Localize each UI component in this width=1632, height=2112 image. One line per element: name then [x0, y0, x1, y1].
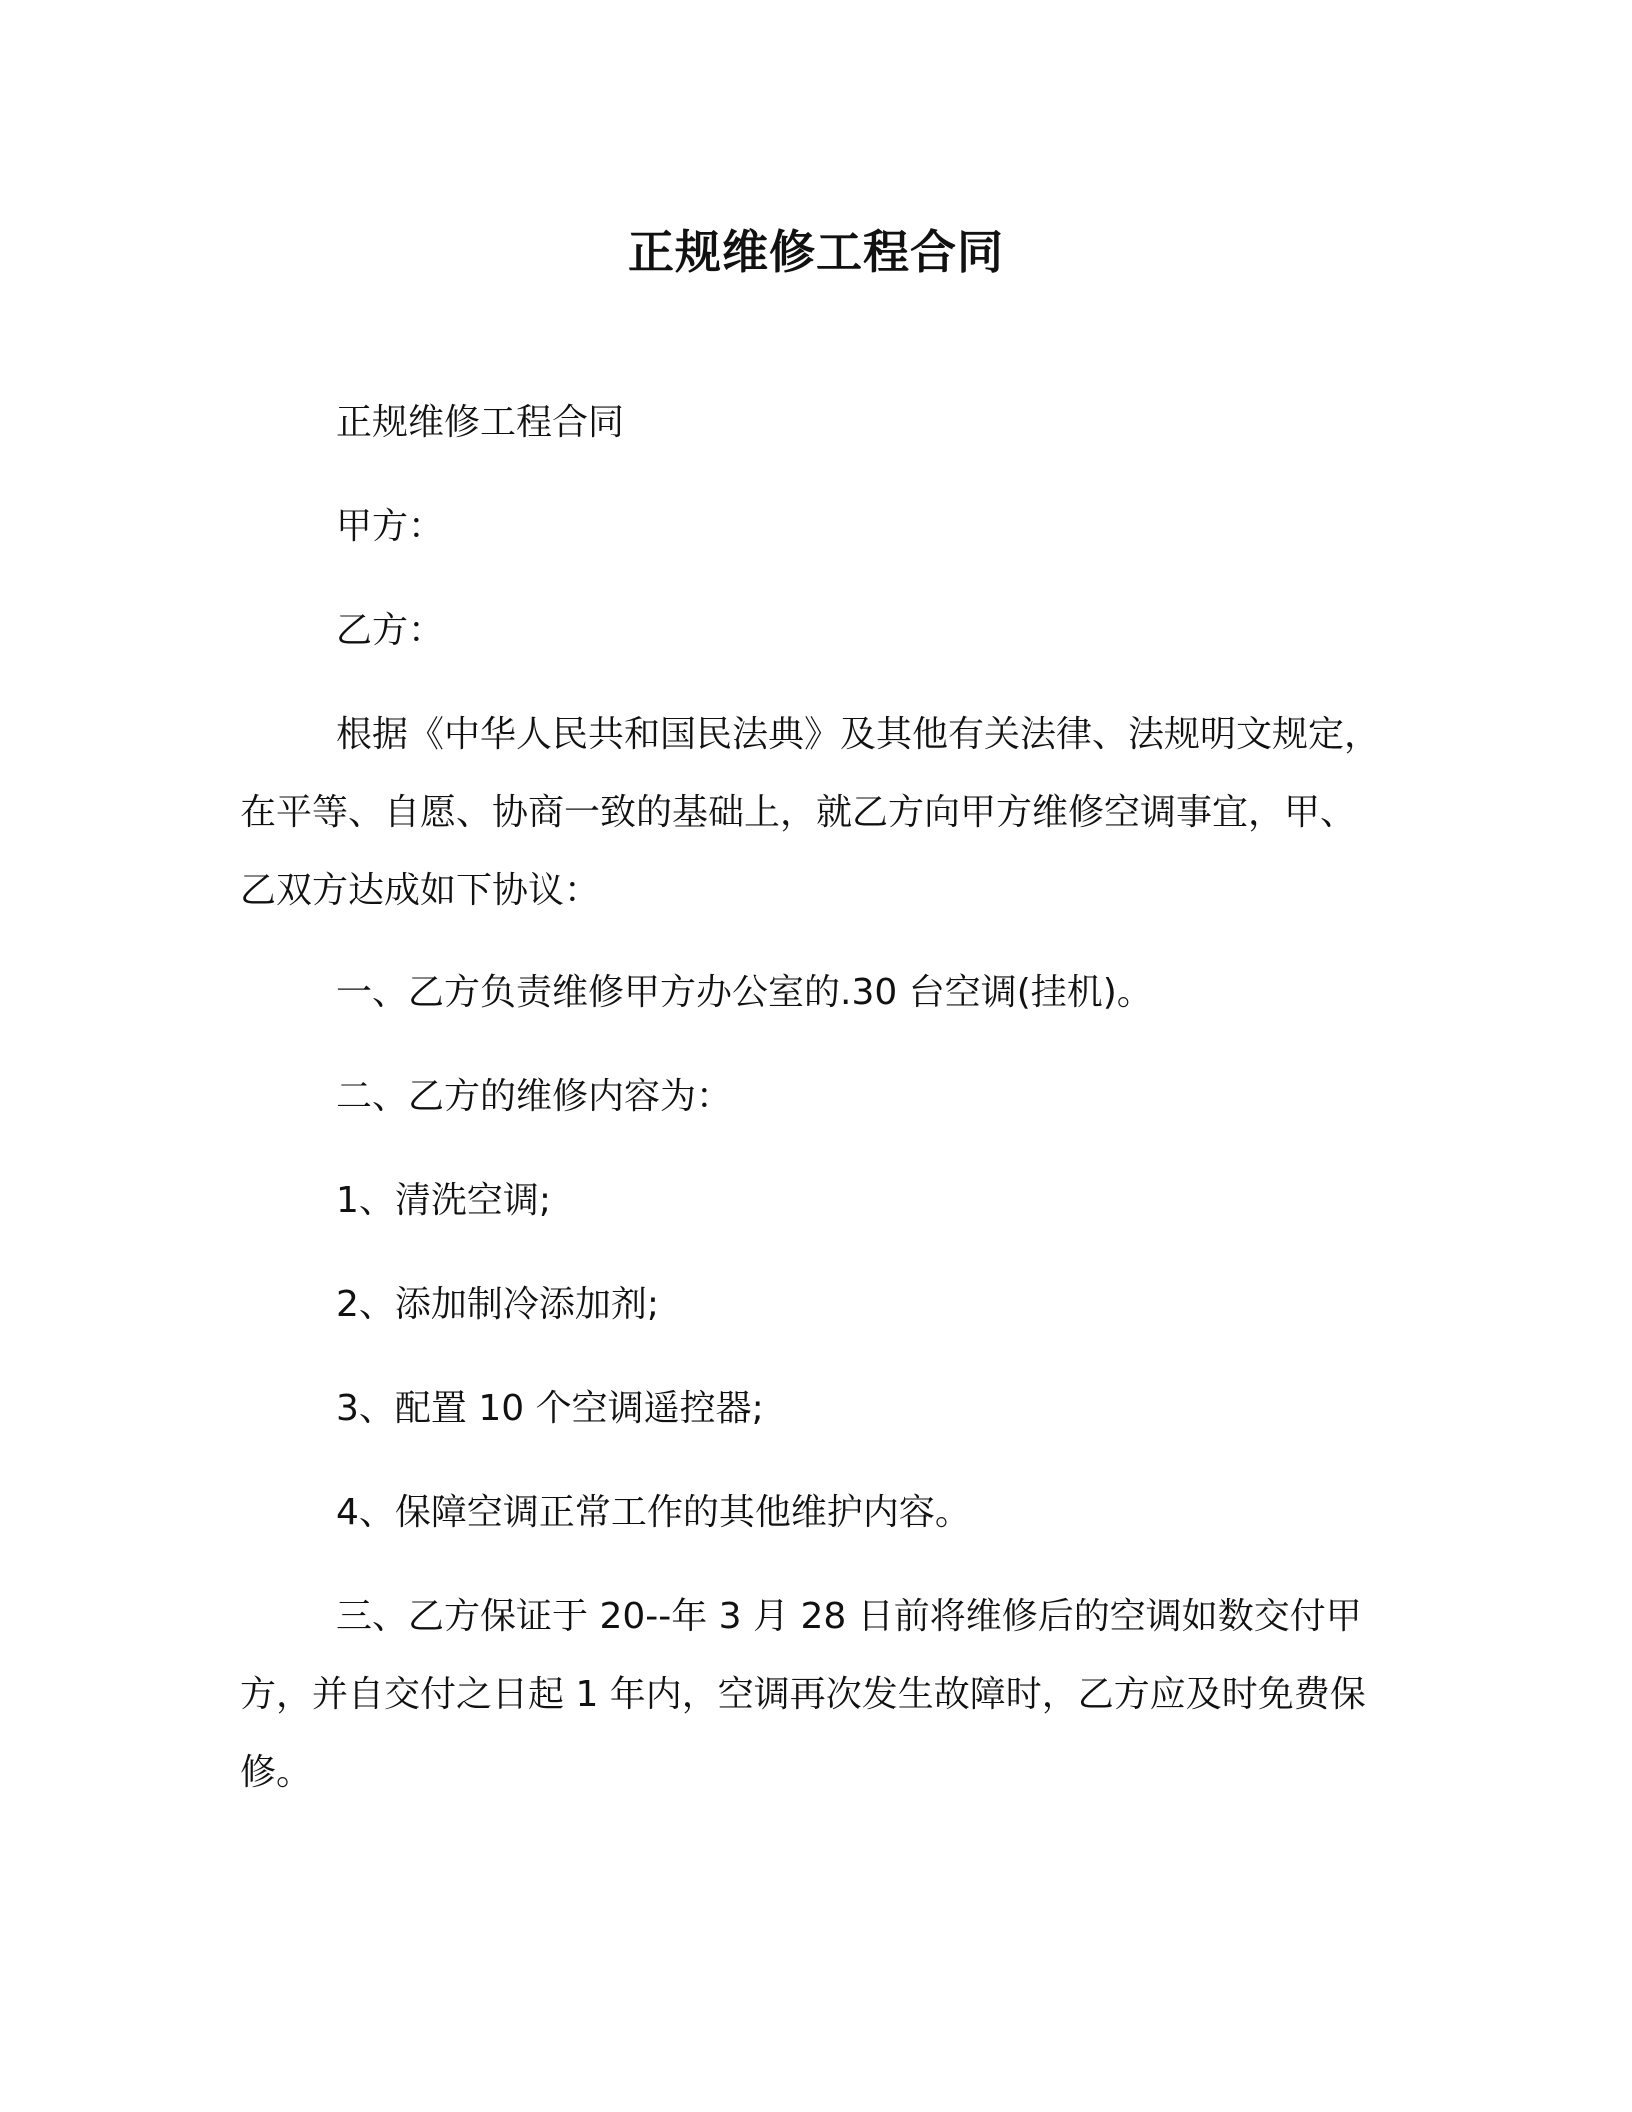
paragraph-subtitle: 正规维修工程合同 — [336, 402, 625, 443]
paragraph-item-2: 2、添加制冷添加剂; — [336, 1284, 660, 1325]
paragraph-item-3: 3、配置 10 个空调遥控器; — [336, 1388, 764, 1429]
document-title: 正规维修工程合同 — [628, 225, 1004, 279]
paragraph-item-1: 1、清洗空调; — [336, 1180, 552, 1221]
paragraph-party-b: 乙方： — [336, 610, 445, 651]
paragraph-preamble: 根据《中华人民共和国民法典》及其他有关法律、法规明文规定，在平等、自愿、协商一致的基础上，就乙方向甲方维修空调事宜，甲、乙双方达成如下协议： — [240, 714, 1381, 911]
paragraph-item-4: 4、保障空调正常工作的其他维护内容。 — [336, 1492, 971, 1533]
paragraph-clause-3: 三、乙方保证于 20--年 3 月 28 日前将维修后的空调如数交付甲方，并自交付之日起 1 年内，空调再次发生故障时，乙方应及时免费保修。 — [240, 1596, 1366, 1793]
paragraph-party-a: 甲方： — [336, 506, 445, 547]
paragraph-clause-2: 二、乙方的维修内容为： — [336, 1076, 733, 1117]
paragraph-clause-1: 一、乙方负责维修甲方办公室的.30 台空调(挂机)。 — [336, 972, 1153, 1013]
